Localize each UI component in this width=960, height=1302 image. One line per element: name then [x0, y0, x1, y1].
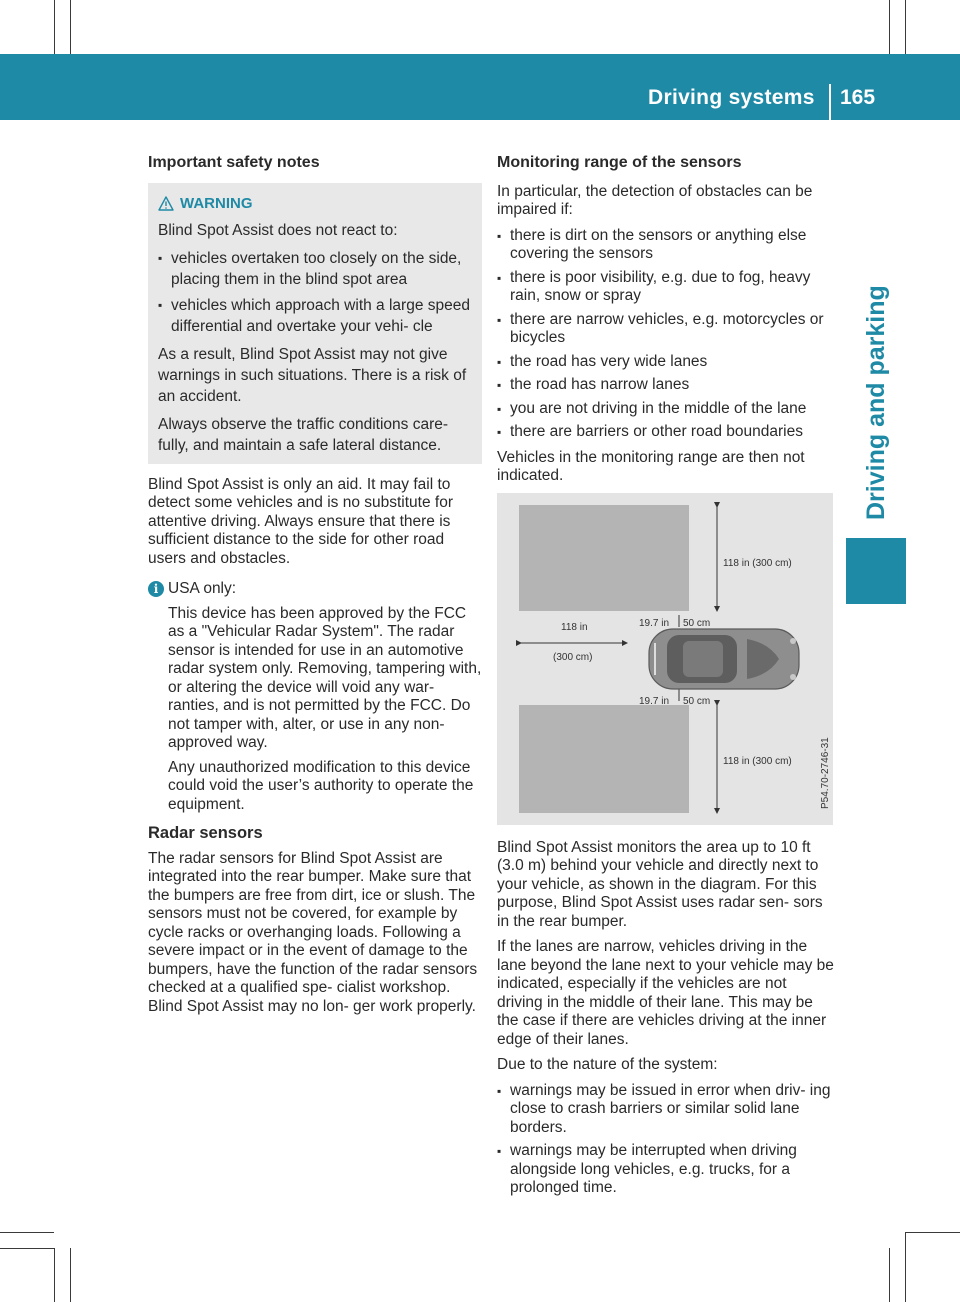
side-tab-block	[846, 538, 906, 604]
aid-paragraph: Blind Spot Assist is only an aid. It may fail to detect some vehicles and is no substitute for attentive driving. Always ensure that there is sufficient distance to the side for other road users and obstacles.	[148, 475, 453, 567]
list-item: ▪ vehicles overtaken too closely on the side, placing them in the blind spot area	[158, 248, 472, 290]
crop-mark	[905, 0, 906, 54]
usa-note	[148, 580, 482, 814]
crop-mark	[889, 1248, 890, 1302]
note-paragraph: This device has been approved by the FCC as a "Vehicular Radar System". The radar sensor is intended for use in an automotive radar system only. Removing, tampering with, or altering the device will void any war- ranties, and is not permitted by the FCC. Do not tamper with, alter, or use in any non- approved way.	[168, 604, 482, 751]
warning-box	[148, 183, 482, 464]
warning-triangle-icon	[158, 196, 174, 211]
monitor-paragraph: If the lanes are narrow, vehicles driving in the lane beyond the lane next to your vehicle may be indicated, especially if the vehicles are not driving in the middle of their lane. This may be the case if there are vehicles driving at the inner edge of their lanes.	[497, 938, 834, 1048]
right-column	[497, 154, 835, 1205]
list-item: ▪ there is dirt on the sensors or anything else covering the sensors	[497, 227, 835, 264]
side-tab	[846, 275, 906, 520]
page-number: 165	[840, 86, 876, 109]
side-gap-bottom-cm-label: 50 cm	[683, 695, 711, 707]
crop-mark	[54, 0, 55, 54]
crop-mark	[70, 1248, 71, 1302]
warning-intro: Blind Spot Assist does not react to:	[158, 221, 398, 239]
crop-mark	[0, 1232, 54, 1233]
radar-heading: Radar sensors	[148, 824, 263, 842]
side-tab-label: Driving and parking	[862, 285, 890, 520]
detection-zone-top	[519, 505, 689, 611]
warning-paragraph: Always observe the traffic conditions care- fully, and maintain a safe lateral distance.	[158, 415, 449, 454]
car-top-view-icon	[649, 629, 799, 689]
list-item: ▪ warnings may be issued in error when driv- ing close to crash barriers or similar solid lane borders.	[497, 1082, 835, 1138]
header-divider	[829, 84, 831, 120]
rear-range-label-cm: (300 cm)	[553, 651, 593, 663]
safety-heading: Important safety notes	[148, 154, 320, 171]
detection-zone-bottom	[519, 705, 689, 813]
monitoring-range-diagram	[497, 493, 833, 825]
rear-range-label: 118 in	[561, 621, 588, 633]
system-nature-list	[497, 1082, 835, 1198]
crop-mark	[906, 1232, 960, 1233]
list-item: ▪ there are barriers or other road boundaries	[497, 423, 835, 442]
info-icon: i	[148, 581, 164, 597]
monitor-outro: Vehicles in the monitoring range are then not indicated.	[497, 448, 805, 484]
monitor-intro: In particular, the detection of obstacles can be impaired if:	[497, 182, 813, 218]
note-head: USA only:	[168, 580, 237, 597]
crop-mark	[889, 0, 890, 54]
side-gap-bottom-label: 19.7 in	[639, 695, 670, 707]
side-gap-top-cm-label: 50 cm	[683, 617, 711, 629]
warning-label: WARNING	[180, 194, 253, 212]
chapter-title: Driving systems	[648, 86, 815, 109]
figure-reference-code: P54.70-2746-31	[820, 736, 831, 809]
monitor-paragraph: Blind Spot Assist monitors the area up to 10 ft (3.0 m) behind your vehicle and directly next to your vehicle, as shown in the diagram. For this purpose, Blind Spot Assist uses radar sen- sors in the rear bumper.	[497, 838, 823, 930]
list-item: ▪ the road has very wide lanes	[497, 353, 835, 372]
monitor-list	[497, 227, 835, 442]
header-bar	[0, 54, 960, 120]
crop-mark	[54, 1248, 55, 1302]
note-paragraph: Any unauthorized modification to this device could void the user’s authority to operate the equipment.	[168, 758, 474, 813]
left-column	[148, 154, 482, 1023]
diagram-graphics	[497, 493, 833, 825]
crop-mark	[905, 1232, 906, 1302]
list-item: ▪ the road has narrow lanes	[497, 376, 835, 395]
monitor-paragraph: Due to the nature of the system:	[497, 1056, 718, 1073]
list-item: ▪ warnings may be interrupted when driving alongside long vehicles, e.g. trucks, for a prolonged time.	[497, 1142, 835, 1198]
list-item: ▪ vehicles which approach with a large speed differential and overtake your vehi- cle	[158, 295, 472, 337]
bottom-range-label: 118 in (300 cm)	[723, 755, 792, 767]
monitor-heading: Monitoring range of the sensors	[497, 154, 742, 171]
list-item: ▪ there are narrow vehicles, e.g. motorcycles or bicycles	[497, 311, 835, 348]
side-gap-top-label: 19.7 in	[639, 617, 670, 629]
list-item: ▪ there is poor visibility, e.g. due to fog, heavy rain, snow or spray	[497, 269, 835, 306]
list-item: ▪ you are not driving in the middle of the lane	[497, 400, 835, 419]
radar-paragraph: The radar sensors for Blind Spot Assist are integrated into the rear bumper. Make sure that the bumpers are free from dirt, ice or slush. The sensors must not be covered, for example by cycle racks or overhanging loads. Following a severe impact or in the event of damage to the bumpers, have the function of the radar sensors checked at a qualified spe- cialist workshop. Blind Spot Assist may no lon- ger work properly.	[148, 849, 478, 1015]
warning-paragraph: As a result, Blind Spot Assist may not give warnings in such situations. There is a risk of an accident.	[158, 345, 467, 405]
warning-list	[158, 248, 472, 337]
top-range-label: 118 in (300 cm)	[723, 557, 792, 569]
crop-mark	[0, 1248, 54, 1249]
warning-header	[158, 193, 472, 214]
crop-mark	[70, 0, 71, 54]
